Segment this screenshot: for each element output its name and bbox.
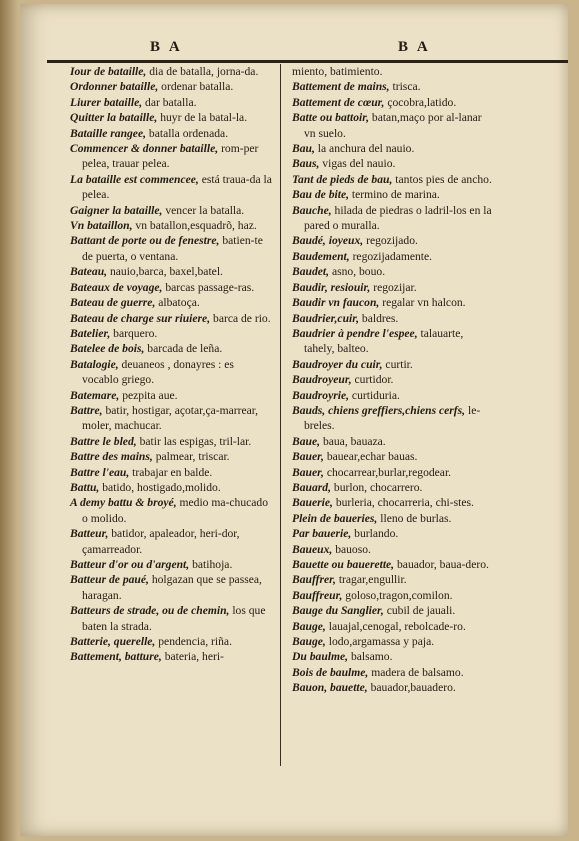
book-spine-shadow <box>0 0 18 841</box>
running-head-right: B A <box>398 39 431 55</box>
dictionary-entry <box>70 388 273 403</box>
entry-definition: baua, bauaza. <box>322 434 386 448</box>
dictionary-entry <box>70 95 273 110</box>
entry-headword: Battre des mains, <box>70 450 153 464</box>
entry-definition: bauear,echar bauas. <box>326 450 418 464</box>
entry-definition: los que baten la strada. <box>82 604 266 633</box>
entry-headword: Bauge, <box>292 619 326 633</box>
entry-headword: Commencer & donner bataille, <box>70 142 219 156</box>
dictionary-entry <box>70 341 273 356</box>
entry-definition: termino de marina. <box>351 188 440 202</box>
entry-headword: Baueux, <box>292 542 333 556</box>
entry-definition: barca de rio. <box>213 311 271 325</box>
dictionary-entry <box>70 449 273 464</box>
dictionary-entry <box>70 172 273 203</box>
entry-definition: batidor, apaleador, heri-dor, çamarreador. <box>82 527 240 556</box>
dictionary-entry <box>292 187 495 202</box>
entry-definition: rom-per pelea, trauar pelea. <box>82 142 259 171</box>
entry-headword: Bauds, chiens greffiers,chiens cerfs, <box>292 403 466 417</box>
entry-headword: Ordonner bataille, <box>70 80 159 94</box>
entry-headword: Bauon, bauette, <box>292 681 368 695</box>
entry-headword: Battement de mains, <box>292 80 390 94</box>
dictionary-entry <box>292 495 495 510</box>
entry-definition: holgazan que se passea, haragan. <box>82 573 262 602</box>
entry-headword: Gaigner la bataille, <box>70 203 163 217</box>
dictionary-entry <box>292 280 495 295</box>
entry-headword: Par bauerie, <box>292 527 352 541</box>
entry-definition: deuaneos , donayres : es vocablo griego. <box>82 357 234 387</box>
dictionary-entry <box>70 480 273 495</box>
dictionary-entry <box>70 218 273 233</box>
entry-headword: Batteur, <box>70 527 109 541</box>
dictionary-entry <box>70 79 273 94</box>
entry-headword: Batemare, <box>70 388 120 402</box>
entry-definition: regalar vn halcon. <box>382 296 466 310</box>
entry-headword: Batterie, querelle, <box>70 635 156 649</box>
dictionary-entry <box>292 603 495 618</box>
entry-headword: Battement, batture, <box>70 650 162 664</box>
dictionary-entry <box>292 557 495 572</box>
dictionary-entry <box>70 649 273 664</box>
dictionary-entry <box>70 326 273 341</box>
entry-headword: Battu, <box>70 480 100 494</box>
entry-headword: Batte ou battoir, <box>292 111 369 125</box>
entry-definition: vencer la batalla. <box>165 203 245 217</box>
dictionary-entry <box>292 649 495 664</box>
right-column <box>292 64 495 696</box>
entry-headword: Baudir vn faucon, <box>292 296 380 310</box>
entry-definition: dia de batalla, jorna-da. <box>149 65 259 78</box>
dictionary-entry <box>292 64 495 79</box>
entry-headword: Bauche, <box>292 203 332 217</box>
entry-definition: lauajal,cenogal, rebolcade-ro. <box>328 619 466 633</box>
dictionary-entry <box>70 495 273 526</box>
dictionary-entry <box>292 434 495 449</box>
entry-headword: Baue, <box>292 434 321 448</box>
entry-headword: Baudrier,cuir, <box>292 311 360 325</box>
entry-headword: Bauge, <box>292 635 326 649</box>
dictionary-entry <box>292 619 495 634</box>
entry-definition: lleno de burlas. <box>380 511 452 525</box>
entry-headword: Vn bataillon, <box>70 219 133 233</box>
dictionary-entry <box>292 480 495 495</box>
dictionary-entry <box>70 110 273 125</box>
entry-definition: regozijadamente. <box>352 249 433 263</box>
entry-headword: A demy battu & broyé, <box>70 496 177 510</box>
entry-definition: está traua-da la pelea. <box>82 172 272 202</box>
entry-headword: Bau de bite, <box>292 188 350 202</box>
entry-headword: Bois de baulme, <box>292 665 369 679</box>
dictionary-entry <box>292 403 495 434</box>
dictionary-entry <box>292 95 495 110</box>
entry-headword: Battement de cœur, <box>292 95 385 109</box>
entry-definition: curtiduria. <box>351 388 400 402</box>
dictionary-entry <box>292 542 495 557</box>
entry-definition: baldres. <box>361 311 399 325</box>
entry-headword: Bauge du Sanglier, <box>292 604 384 618</box>
entry-headword: Bateau de charge sur riuiere, <box>70 311 211 325</box>
entry-definition: talauarte, tahely, balteo. <box>304 326 464 356</box>
dictionary-entry <box>70 264 273 279</box>
dictionary-entry <box>292 634 495 649</box>
dictionary-entry <box>70 126 273 141</box>
dictionary-entry <box>292 572 495 587</box>
entry-definition: barquero. <box>113 326 158 340</box>
entry-definition: pezpita aue. <box>122 388 178 402</box>
entry-headword: Tant de pieds de bau, <box>292 172 393 186</box>
entry-definition: burlon, chocarrero. <box>333 480 423 494</box>
entry-definition: vn batallon,esquadrõ, haz. <box>135 219 257 233</box>
dictionary-entry <box>292 141 495 156</box>
dictionary-entry <box>70 311 273 326</box>
dictionary-entry <box>292 357 495 372</box>
entry-headword: Batalogie, <box>70 357 119 371</box>
entry-headword: Iour de bataille, <box>70 65 147 78</box>
entry-definition: burleria, chocarreria, chi-stes. <box>335 496 474 510</box>
dictionary-entry <box>292 465 495 480</box>
entry-definition: batan,maço por al-lanar vn suelo. <box>304 111 482 140</box>
dictionary-entry <box>70 572 273 603</box>
dictionary-entry <box>292 156 495 171</box>
entry-definition: bauoso. <box>335 542 371 556</box>
entry-headword: Bataille rangee, <box>70 126 146 140</box>
dictionary-entry <box>70 403 273 434</box>
entry-definition: çocobra,latido. <box>387 95 457 109</box>
entry-definition: bauador, baua-dero. <box>397 558 489 571</box>
entry-definition: medio ma-chucado o molido. <box>82 496 269 525</box>
dictionary-entry <box>70 203 273 218</box>
entry-headword: Bateau, <box>70 265 108 279</box>
entry-definition: regozijado. <box>366 234 418 248</box>
entry-definition: batihoja. <box>192 558 233 571</box>
entry-definition: huyr de la batal-la. <box>160 111 248 125</box>
entry-definition: trabajar en balde. <box>132 465 213 479</box>
entry-definition: asno, bouo. <box>331 265 386 279</box>
entry-headword: Bau, <box>292 142 315 156</box>
entry-definition: miento, batimiento. <box>292 65 383 78</box>
left-column <box>70 64 273 665</box>
entry-headword: Quitter la bataille, <box>70 111 158 125</box>
entry-headword: Plein de baueries, <box>292 511 378 525</box>
entry-headword: Baudet, <box>292 265 330 279</box>
entry-headword: Battre le bled, <box>70 434 137 448</box>
entry-definition: bateria, heri- <box>164 650 224 664</box>
entry-definition: ordenar batalla. <box>161 80 234 94</box>
entry-headword: Bauer, <box>292 450 324 464</box>
entry-definition: cubil de jauali. <box>386 604 456 618</box>
entry-definition: chocarrear,burlar,regodear. <box>326 465 452 479</box>
dictionary-entry <box>70 603 273 634</box>
entry-definition: tantos pies de ancho. <box>395 172 492 186</box>
dictionary-entry <box>292 203 495 234</box>
entry-headword: Baudé, ioyeux, <box>292 234 364 248</box>
entry-definition: dar batalla. <box>145 95 197 109</box>
entry-headword: Baudroyeur, <box>292 373 352 387</box>
dictionary-entry <box>292 249 495 264</box>
dictionary-entry <box>70 434 273 449</box>
entry-definition: batalla ordenada. <box>148 126 229 140</box>
dictionary-entry <box>70 557 273 572</box>
entry-definition: curtidor. <box>354 373 394 387</box>
entry-headword: Liurer bataille, <box>70 95 143 109</box>
dictionary-entry <box>70 295 273 310</box>
entry-headword: Bauard, <box>292 480 331 494</box>
entry-definition: pendencia, riña. <box>158 635 232 649</box>
dictionary-entry <box>70 634 273 649</box>
dictionary-entry <box>292 449 495 464</box>
entry-headword: Bauer, <box>292 465 324 479</box>
entry-definition: bauador,bauadero. <box>370 681 456 695</box>
dictionary-entry <box>70 280 273 295</box>
entry-definition: curtir. <box>385 357 413 371</box>
entry-headword: Baudroyer du cuir, <box>292 357 383 371</box>
entry-headword: Batteur de paué, <box>70 573 149 587</box>
entry-definition: la anchura del nauio. <box>317 142 415 156</box>
entry-headword: Baudrier à pendre l'espee, <box>292 326 418 340</box>
entry-definition: vigas del nauio. <box>322 157 396 171</box>
entry-definition: nauio,barca, baxel,batel. <box>109 265 223 279</box>
entry-definition: balsamo. <box>350 650 393 664</box>
entry-definition: trisca. <box>392 80 421 94</box>
entry-definition: albatoça. <box>158 296 200 310</box>
entry-definition: hilada de piedras o ladril-los en la pared o muralla. <box>304 203 492 233</box>
entry-headword: Batelier, <box>70 326 111 340</box>
entry-definition: goloso,tragon,comilon. <box>345 588 453 602</box>
dictionary-entry <box>70 233 273 264</box>
header-rule <box>47 60 568 63</box>
entry-headword: Batelee de bois, <box>70 342 145 356</box>
entry-definition: le-breles. <box>304 403 481 433</box>
dictionary-entry <box>70 141 273 172</box>
entry-headword: Baudroyrie, <box>292 388 350 402</box>
dictionary-entry <box>292 295 495 310</box>
dictionary-entry <box>70 357 273 388</box>
dictionary-entry <box>292 311 495 326</box>
entry-definition: batir las espigas, tril-lar. <box>139 434 252 448</box>
entry-headword: Bateau de guerre, <box>70 296 156 310</box>
running-head-left: B A <box>150 39 183 55</box>
dictionary-entry <box>292 526 495 541</box>
dictionary-entry <box>292 79 495 94</box>
entry-definition: tragar,engullir. <box>338 573 407 587</box>
entry-definition: batir, hostigar, açotar,ça-marrear, moler, machucar. <box>82 403 259 433</box>
entry-headword: Bauffreur, <box>292 588 343 602</box>
entry-headword: Baudement, <box>292 249 350 263</box>
dictionary-entry <box>292 326 495 357</box>
dictionary-entry <box>292 665 495 680</box>
entry-headword: Battant de porte ou de fenestre, <box>70 234 220 248</box>
dictionary-entry <box>70 465 273 480</box>
column-divider <box>280 64 281 766</box>
entry-definition: barcada de leña. <box>147 342 223 356</box>
entry-headword: Bauffrer, <box>292 573 336 587</box>
dictionary-entry <box>292 264 495 279</box>
dictionary-entry <box>292 388 495 403</box>
entry-definition: madera de balsamo. <box>371 665 464 679</box>
dictionary-entry <box>70 64 273 79</box>
dictionary-entry <box>292 372 495 387</box>
entry-definition: batien-te de puerta, o ventana. <box>82 234 263 263</box>
entry-headword: Bauette ou bauerette, <box>292 558 395 571</box>
entry-definition: barcas passage-ras. <box>165 280 255 294</box>
entry-headword: Du baulme, <box>292 650 349 664</box>
entry-headword: Bauerie, <box>292 496 333 510</box>
entry-headword: Bateaux de voyage, <box>70 280 163 294</box>
entry-definition: regozijar. <box>373 280 417 294</box>
dictionary-entry <box>292 233 495 248</box>
entry-headword: La bataille est commencee, <box>70 172 199 186</box>
dictionary-entry <box>292 680 495 695</box>
entry-definition: burlando. <box>354 527 399 541</box>
entry-definition: palmear, triscar. <box>155 450 230 464</box>
dictionary-entry <box>70 526 273 557</box>
entry-definition: batido, hostigado,molido. <box>102 480 221 494</box>
entry-definition: lodo,argamassa y paja. <box>328 635 435 649</box>
entry-headword: Batteurs de strade, ou de chemin, <box>70 604 230 618</box>
entry-headword: Battre l'eau, <box>70 465 130 479</box>
dictionary-entry <box>292 172 495 187</box>
entry-headword: Battre, <box>70 403 103 417</box>
entry-headword: Baudir, resiouir, <box>292 280 371 294</box>
entry-headword: Baus, <box>292 157 320 171</box>
dictionary-entry <box>292 511 495 526</box>
dictionary-entry <box>292 110 495 141</box>
dictionary-entry <box>292 588 495 603</box>
entry-headword: Batteur d'or ou d'argent, <box>70 558 190 571</box>
